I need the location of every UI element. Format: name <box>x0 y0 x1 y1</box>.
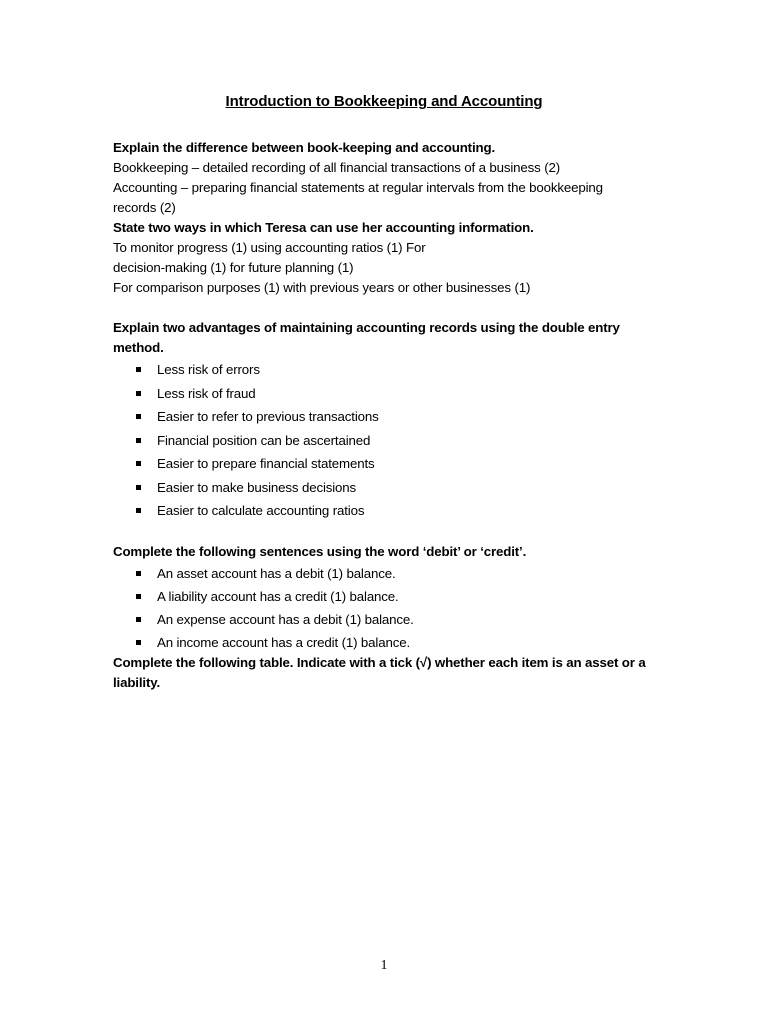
bullet-square-icon <box>136 594 141 599</box>
question-debit-credit: Complete the following sentences using the word ‘debit’ or ‘credit’. <box>113 543 527 559</box>
document-body <box>113 138 673 693</box>
list-item: Financial position can be ascertained <box>113 431 673 455</box>
answer-line: records (2) <box>113 200 176 215</box>
bullet-square-icon <box>136 508 141 513</box>
document-title: Introduction to Bookkeeping and Accounting <box>225 93 543 110</box>
list-item: Less risk of errors <box>113 360 673 384</box>
spacer <box>113 525 673 542</box>
list-item: An expense account has a debit (1) balance. <box>113 610 673 633</box>
spacer <box>113 298 673 318</box>
list-item: An asset account has a debit (1) balance. <box>113 564 673 587</box>
answer-line: Bookkeeping – detailed recording of all financial transactions of a business (2) <box>113 160 561 175</box>
question-advantages-cont: method. <box>113 340 164 355</box>
bullet-square-icon <box>136 414 141 419</box>
list-item: Easier to calculate accounting ratios <box>113 501 673 525</box>
advantages-list <box>113 360 673 525</box>
bullet-square-icon <box>136 391 141 396</box>
list-item: Easier to refer to previous transactions <box>113 407 673 431</box>
debit-credit-list <box>113 564 673 654</box>
list-item: Easier to prepare financial statements <box>113 454 673 478</box>
bullet-square-icon <box>136 571 141 576</box>
question-table: Complete the following table. Indicate with a tick (√) whether each item is an asset or a <box>113 655 646 671</box>
list-item: Less risk of fraud <box>113 384 673 408</box>
page-number: 1 <box>380 958 388 973</box>
bullet-square-icon <box>136 617 141 622</box>
bullet-square-icon <box>136 485 141 490</box>
answer-line: For comparison purposes (1) with previous years or other businesses (1) <box>113 280 531 295</box>
question-table-cont: liability. <box>113 675 161 691</box>
list-item: An income account has a credit (1) balance. <box>113 633 673 653</box>
bullet-square-icon <box>136 461 141 466</box>
question-difference: Explain the difference between book-keeping and accounting. <box>113 140 495 155</box>
bullet-square-icon <box>136 367 141 372</box>
answer-line: To monitor progress (1) using accounting ratios (1) For <box>113 240 426 255</box>
list-item: Easier to make business decisions <box>113 478 673 502</box>
answer-line: decision-making (1) for future planning (1) <box>113 260 354 275</box>
bullet-square-icon <box>136 640 141 645</box>
question-accounting-info: State two ways in which Teresa can use her accounting information. <box>113 220 534 235</box>
answer-line: Accounting – preparing financial statements at regular intervals from the bookkeeping <box>113 180 603 195</box>
list-item: A liability account has a credit (1) balance. <box>113 587 673 610</box>
question-advantages: Explain two advantages of maintaining accounting records using the double entry <box>113 320 620 335</box>
bullet-square-icon <box>136 438 141 443</box>
